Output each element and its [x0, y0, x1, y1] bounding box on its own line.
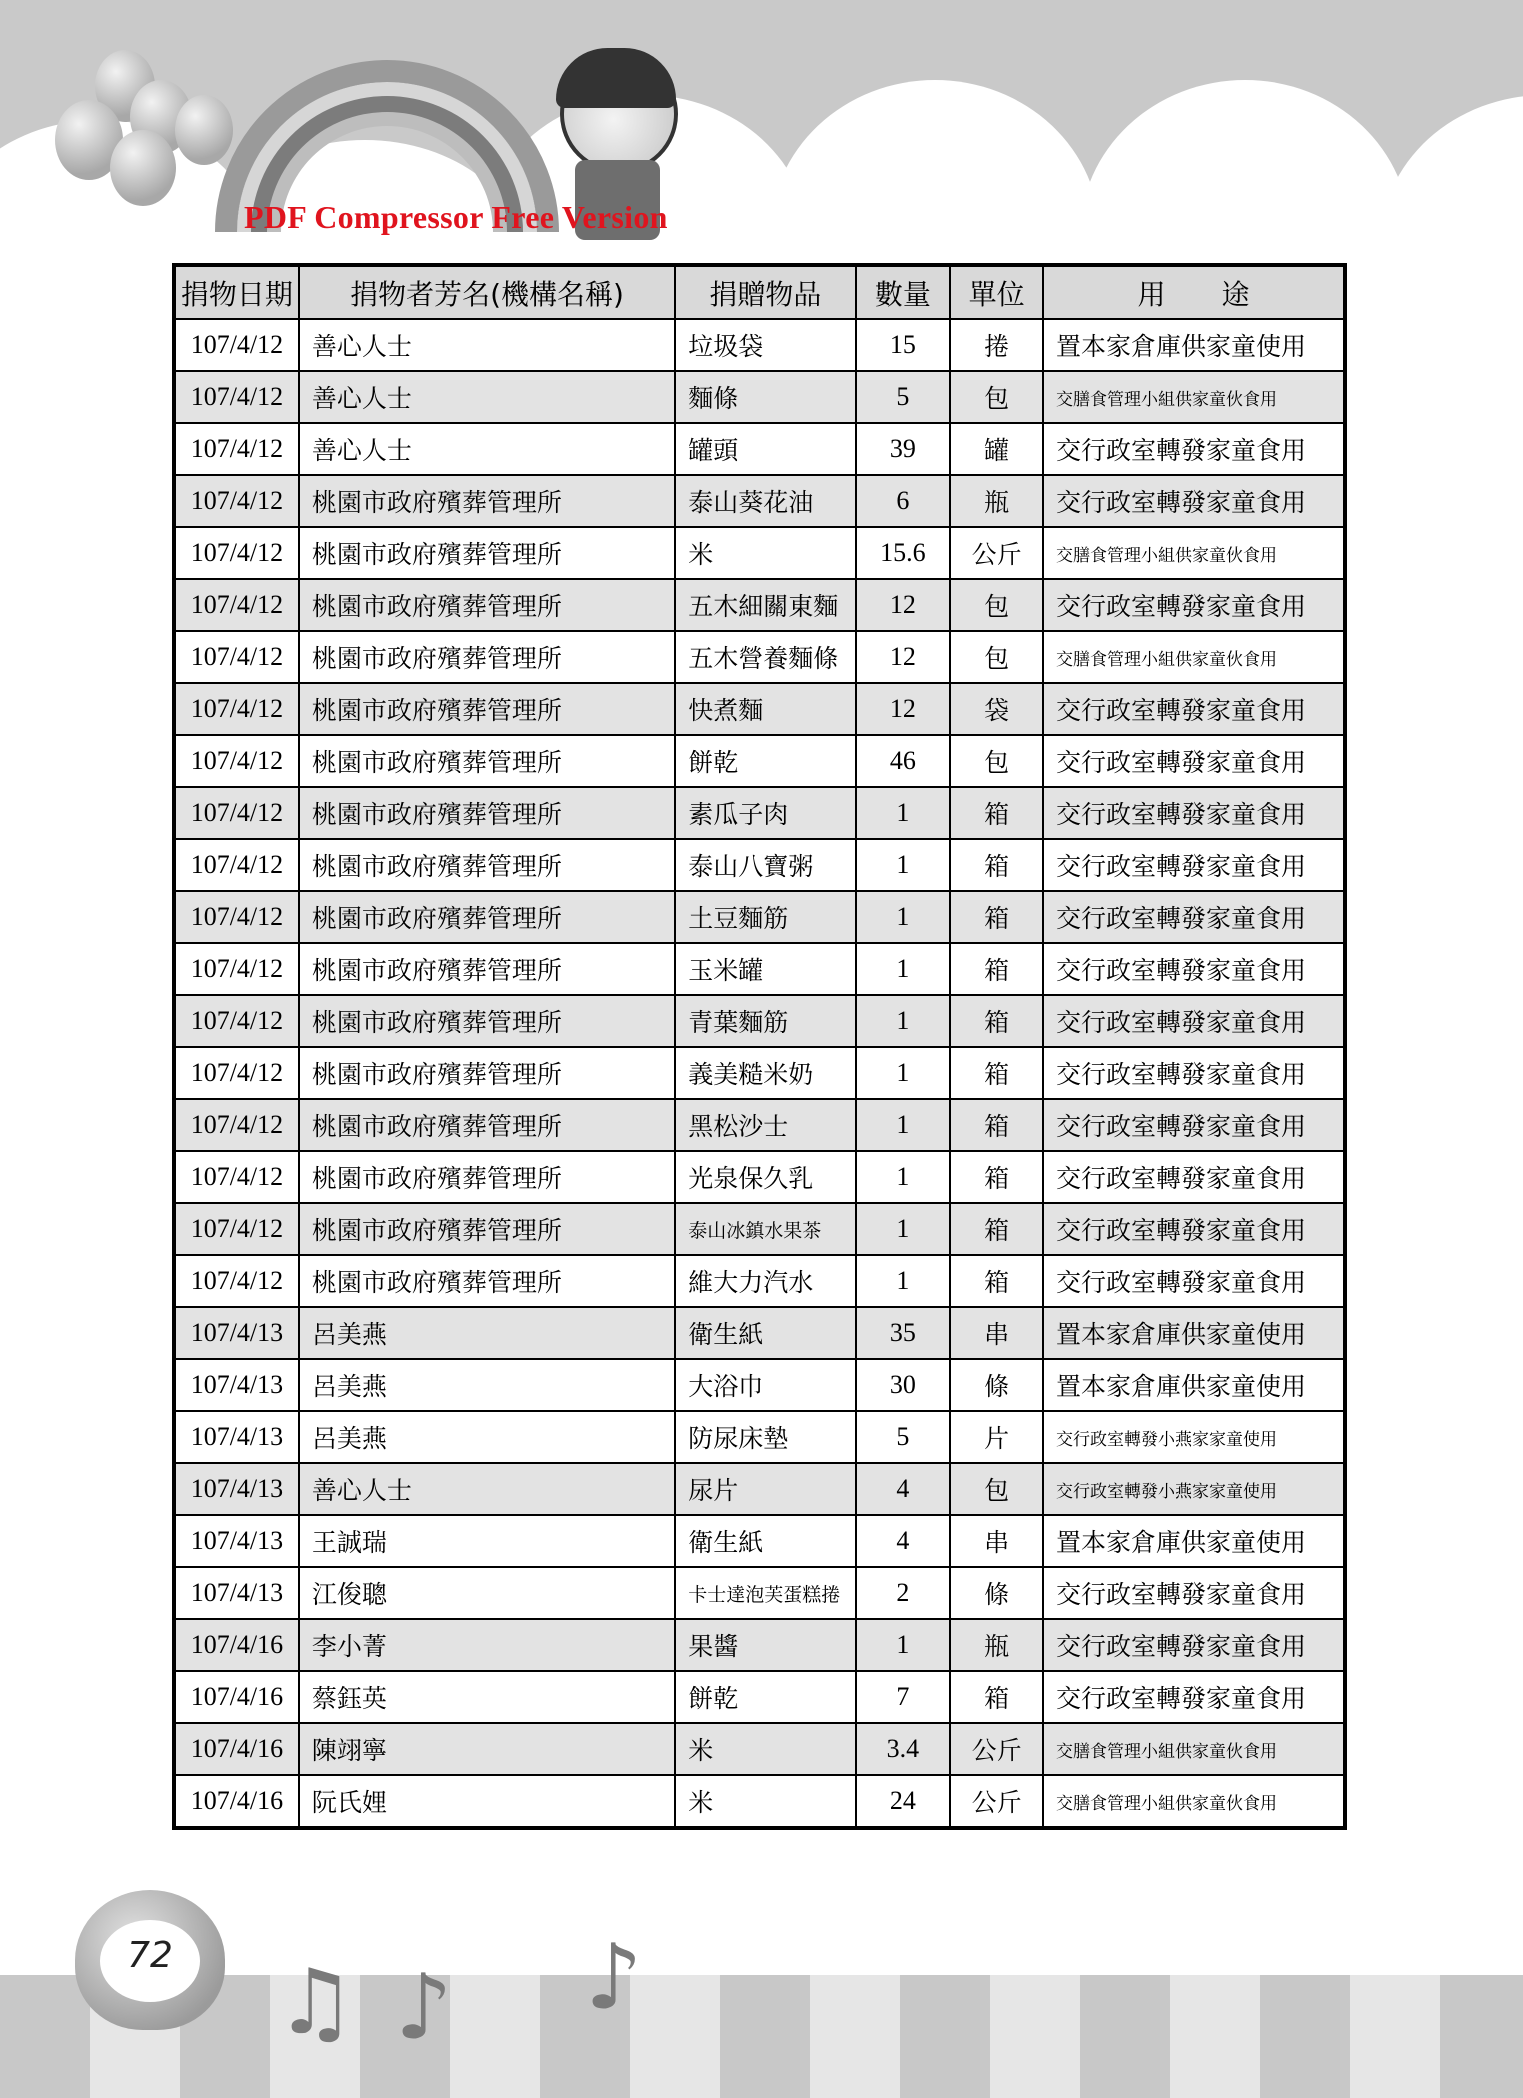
date-cell: 107/4/12: [174, 423, 299, 475]
item-cell: 土豆麵筋: [675, 891, 855, 943]
date-cell: 107/4/12: [174, 839, 299, 891]
header-unit: 單位: [950, 265, 1043, 319]
quantity-cell: 1: [856, 1099, 951, 1151]
purpose-cell: 交膳食管理小組供家童伙食用: [1043, 371, 1345, 423]
date-cell: 107/4/12: [174, 527, 299, 579]
footer-stripes: [0, 1975, 1523, 2098]
donor-cell: 桃園市政府殯葬管理所: [299, 1203, 675, 1255]
table-row: [174, 1775, 1345, 1828]
table-row: [174, 891, 1345, 943]
unit-cell: 包: [950, 371, 1043, 423]
table-row: [174, 943, 1345, 995]
table-row: [174, 787, 1345, 839]
quantity-cell: 1: [856, 1619, 951, 1671]
unit-cell: 公斤: [950, 1775, 1043, 1828]
item-cell: 垃圾袋: [675, 319, 855, 371]
date-cell: 107/4/12: [174, 1203, 299, 1255]
donor-cell: 桃園市政府殯葬管理所: [299, 995, 675, 1047]
date-cell: 107/4/16: [174, 1671, 299, 1723]
quantity-cell: 7: [856, 1671, 951, 1723]
item-cell: 尿片: [675, 1463, 855, 1515]
unit-cell: 箱: [950, 943, 1043, 995]
purpose-cell: 交行政室轉發家童食用: [1043, 1203, 1345, 1255]
item-cell: 五木營養麵條: [675, 631, 855, 683]
quantity-cell: 12: [856, 579, 951, 631]
table-row: [174, 475, 1345, 527]
donor-cell: 蔡鈺英: [299, 1671, 675, 1723]
donor-cell: 桃園市政府殯葬管理所: [299, 579, 675, 631]
date-cell: 107/4/12: [174, 1255, 299, 1307]
unit-cell: 罐: [950, 423, 1043, 475]
date-cell: 107/4/16: [174, 1775, 299, 1828]
unit-cell: 袋: [950, 683, 1043, 735]
quantity-cell: 1: [856, 1047, 951, 1099]
quantity-cell: 12: [856, 683, 951, 735]
purpose-cell: 交行政室轉發家童食用: [1043, 995, 1345, 1047]
table-header-row: [174, 265, 1345, 319]
date-cell: 107/4/12: [174, 319, 299, 371]
table-row: [174, 631, 1345, 683]
quantity-cell: 30: [856, 1359, 951, 1411]
quantity-cell: 24: [856, 1775, 951, 1828]
unit-cell: 箱: [950, 1151, 1043, 1203]
purpose-cell: 交行政室轉發小燕家家童使用: [1043, 1463, 1345, 1515]
quantity-cell: 4: [856, 1515, 951, 1567]
table-row: [174, 1723, 1345, 1775]
item-cell: 泰山冰鎮水果茶: [675, 1203, 855, 1255]
date-cell: 107/4/16: [174, 1619, 299, 1671]
purpose-cell: 交行政室轉發家童食用: [1043, 787, 1345, 839]
quantity-cell: 2: [856, 1567, 951, 1619]
table-row: [174, 1203, 1345, 1255]
date-cell: 107/4/12: [174, 475, 299, 527]
item-cell: 泰山八寶粥: [675, 839, 855, 891]
quantity-cell: 1: [856, 995, 951, 1047]
item-cell: 罐頭: [675, 423, 855, 475]
watermark: PDF Compressor Free Version: [244, 199, 668, 235]
donor-cell: 王誠瑞: [299, 1515, 675, 1567]
date-cell: 107/4/12: [174, 787, 299, 839]
quantity-cell: 6: [856, 475, 951, 527]
donor-cell: 桃園市政府殯葬管理所: [299, 891, 675, 943]
unit-cell: 箱: [950, 1047, 1043, 1099]
quantity-cell: 4: [856, 1463, 951, 1515]
purpose-cell: 交行政室轉發家童食用: [1043, 1671, 1345, 1723]
purpose-cell: 交行政室轉發家童食用: [1043, 1619, 1345, 1671]
unit-cell: 條: [950, 1567, 1043, 1619]
donation-table: [172, 263, 1347, 1830]
donor-cell: 桃園市政府殯葬管理所: [299, 735, 675, 787]
unit-cell: 箱: [950, 1099, 1043, 1151]
table-row: [174, 1567, 1345, 1619]
purpose-cell: 交行政室轉發家童食用: [1043, 1099, 1345, 1151]
donor-cell: 桃園市政府殯葬管理所: [299, 943, 675, 995]
date-cell: 107/4/13: [174, 1567, 299, 1619]
quantity-cell: 1: [856, 839, 951, 891]
donor-cell: 善心人士: [299, 1463, 675, 1515]
item-cell: 五木細關東麵: [675, 579, 855, 631]
item-cell: 大浴巾: [675, 1359, 855, 1411]
donor-cell: 桃園市政府殯葬管理所: [299, 839, 675, 891]
purpose-cell: 置本家倉庫供家童使用: [1043, 1515, 1345, 1567]
purpose-cell: 交行政室轉發家童食用: [1043, 891, 1345, 943]
date-cell: 107/4/16: [174, 1723, 299, 1775]
quantity-cell: 5: [856, 371, 951, 423]
item-cell: 米: [675, 527, 855, 579]
date-cell: 107/4/12: [174, 1099, 299, 1151]
unit-cell: 串: [950, 1515, 1043, 1567]
donor-cell: 呂美燕: [299, 1411, 675, 1463]
donor-cell: 桃園市政府殯葬管理所: [299, 1255, 675, 1307]
purpose-cell: 交行政室轉發家童食用: [1043, 943, 1345, 995]
table-row: [174, 1671, 1345, 1723]
table-row: [174, 1359, 1345, 1411]
music-note-icon: ♪: [395, 1955, 453, 2060]
unit-cell: 片: [950, 1411, 1043, 1463]
donor-cell: 善心人士: [299, 319, 675, 371]
unit-cell: 包: [950, 1463, 1043, 1515]
table-row: [174, 1307, 1345, 1359]
table-row: [174, 1619, 1345, 1671]
unit-cell: 公斤: [950, 527, 1043, 579]
unit-cell: 包: [950, 735, 1043, 787]
table-row: [174, 1047, 1345, 1099]
item-cell: 快煮麵: [675, 683, 855, 735]
header-purpose: 用 途: [1043, 265, 1345, 319]
purpose-cell: 交行政室轉發小燕家家童使用: [1043, 1411, 1345, 1463]
purpose-cell: 交行政室轉發家童食用: [1043, 579, 1345, 631]
date-cell: 107/4/12: [174, 943, 299, 995]
donor-cell: 桃園市政府殯葬管理所: [299, 1151, 675, 1203]
quantity-cell: 1: [856, 787, 951, 839]
quantity-cell: 39: [856, 423, 951, 475]
quantity-cell: 1: [856, 943, 951, 995]
header-item: 捐贈物品: [675, 265, 855, 319]
purpose-cell: 交膳食管理小組供家童伙食用: [1043, 1723, 1345, 1775]
unit-cell: 條: [950, 1359, 1043, 1411]
item-cell: 光泉保久乳: [675, 1151, 855, 1203]
item-cell: 米: [675, 1775, 855, 1828]
item-cell: 衛生紙: [675, 1307, 855, 1359]
item-cell: 果醬: [675, 1619, 855, 1671]
purpose-cell: 交行政室轉發家童食用: [1043, 839, 1345, 891]
purpose-cell: 交膳食管理小組供家童伙食用: [1043, 631, 1345, 683]
header-quantity: 數量: [856, 265, 951, 319]
unit-cell: 公斤: [950, 1723, 1043, 1775]
quantity-cell: 1: [856, 1151, 951, 1203]
unit-cell: 串: [950, 1307, 1043, 1359]
item-cell: 卡士達泡芙蛋糕捲: [675, 1567, 855, 1619]
donor-cell: 桃園市政府殯葬管理所: [299, 1047, 675, 1099]
purpose-cell: 交行政室轉發家童食用: [1043, 1151, 1345, 1203]
item-cell: 義美糙米奶: [675, 1047, 855, 1099]
music-note-icon: ♪: [585, 1925, 643, 2030]
header-date: 捐物日期: [174, 265, 299, 319]
donor-cell: 桃園市政府殯葬管理所: [299, 683, 675, 735]
donor-cell: 善心人士: [299, 371, 675, 423]
quantity-cell: 12: [856, 631, 951, 683]
table-row: [174, 1411, 1345, 1463]
purpose-cell: 交行政室轉發家童食用: [1043, 735, 1345, 787]
date-cell: 107/4/12: [174, 683, 299, 735]
table-row: [174, 371, 1345, 423]
date-cell: 107/4/12: [174, 631, 299, 683]
donor-cell: 阮氏娌: [299, 1775, 675, 1828]
unit-cell: 箱: [950, 995, 1043, 1047]
purpose-cell: 置本家倉庫供家童使用: [1043, 1359, 1345, 1411]
item-cell: 防尿床墊: [675, 1411, 855, 1463]
unit-cell: 箱: [950, 787, 1043, 839]
date-cell: 107/4/12: [174, 371, 299, 423]
unit-cell: 瓶: [950, 1619, 1043, 1671]
purpose-cell: 交行政室轉發家童食用: [1043, 1255, 1345, 1307]
date-cell: 107/4/13: [174, 1307, 299, 1359]
header-donor: 捐物者芳名(機構名稱): [299, 265, 675, 319]
balloon-icon: [175, 95, 233, 165]
table-body: [174, 319, 1345, 1828]
quantity-cell: 1: [856, 1203, 951, 1255]
quantity-cell: 5: [856, 1411, 951, 1463]
quantity-cell: 46: [856, 735, 951, 787]
donor-cell: 桃園市政府殯葬管理所: [299, 631, 675, 683]
date-cell: 107/4/12: [174, 735, 299, 787]
unit-cell: 箱: [950, 1255, 1043, 1307]
date-cell: 107/4/13: [174, 1411, 299, 1463]
unit-cell: 箱: [950, 1203, 1043, 1255]
item-cell: 餅乾: [675, 735, 855, 787]
table-row: [174, 1515, 1345, 1567]
table-row: [174, 527, 1345, 579]
balloon-icon: [110, 130, 176, 206]
quantity-cell: 1: [856, 891, 951, 943]
purpose-cell: 交膳食管理小組供家童伙食用: [1043, 1775, 1345, 1828]
donor-cell: 呂美燕: [299, 1359, 675, 1411]
date-cell: 107/4/12: [174, 1151, 299, 1203]
date-cell: 107/4/13: [174, 1359, 299, 1411]
item-cell: 玉米罐: [675, 943, 855, 995]
table-row: [174, 735, 1345, 787]
purpose-cell: 交膳食管理小組供家童伙食用: [1043, 527, 1345, 579]
quantity-cell: 1: [856, 1255, 951, 1307]
item-cell: 衛生紙: [675, 1515, 855, 1567]
donor-cell: 善心人士: [299, 423, 675, 475]
quantity-cell: 3.4: [856, 1723, 951, 1775]
table-row: [174, 1099, 1345, 1151]
donor-cell: 陳翊寧: [299, 1723, 675, 1775]
table-row: [174, 995, 1345, 1047]
date-cell: 107/4/12: [174, 891, 299, 943]
date-cell: 107/4/12: [174, 995, 299, 1047]
purpose-cell: 交行政室轉發家童食用: [1043, 423, 1345, 475]
date-cell: 107/4/12: [174, 579, 299, 631]
item-cell: 素瓜子肉: [675, 787, 855, 839]
donor-cell: 李小菁: [299, 1619, 675, 1671]
music-note-icon: ♫: [275, 1950, 356, 2055]
purpose-cell: 交行政室轉發家童食用: [1043, 683, 1345, 735]
donor-cell: 桃園市政府殯葬管理所: [299, 1099, 675, 1151]
purpose-cell: 置本家倉庫供家童使用: [1043, 319, 1345, 371]
unit-cell: 包: [950, 579, 1043, 631]
quantity-cell: 15.6: [856, 527, 951, 579]
purpose-cell: 交行政室轉發家童食用: [1043, 1567, 1345, 1619]
unit-cell: 箱: [950, 839, 1043, 891]
date-cell: 107/4/13: [174, 1515, 299, 1567]
purpose-cell: 交行政室轉發家童食用: [1043, 1047, 1345, 1099]
unit-cell: 箱: [950, 891, 1043, 943]
table-row: [174, 319, 1345, 371]
donor-cell: 桃園市政府殯葬管理所: [299, 787, 675, 839]
item-cell: 青葉麵筋: [675, 995, 855, 1047]
unit-cell: 包: [950, 631, 1043, 683]
table-row: [174, 579, 1345, 631]
unit-cell: 捲: [950, 319, 1043, 371]
date-cell: 107/4/12: [174, 1047, 299, 1099]
table-row: [174, 1255, 1345, 1307]
table-row: [174, 839, 1345, 891]
item-cell: 餅乾: [675, 1671, 855, 1723]
purpose-cell: 置本家倉庫供家童使用: [1043, 1307, 1345, 1359]
page-number: 72: [127, 1935, 173, 1976]
unit-cell: 箱: [950, 1671, 1043, 1723]
table-row: [174, 1151, 1345, 1203]
unit-cell: 瓶: [950, 475, 1043, 527]
quantity-cell: 15: [856, 319, 951, 371]
donor-cell: 呂美燕: [299, 1307, 675, 1359]
item-cell: 維大力汽水: [675, 1255, 855, 1307]
table-row: [174, 1463, 1345, 1515]
item-cell: 黑松沙士: [675, 1099, 855, 1151]
date-cell: 107/4/13: [174, 1463, 299, 1515]
item-cell: 泰山葵花油: [675, 475, 855, 527]
quantity-cell: 35: [856, 1307, 951, 1359]
donor-cell: 江俊聰: [299, 1567, 675, 1619]
table-row: [174, 683, 1345, 735]
purpose-cell: 交行政室轉發家童食用: [1043, 475, 1345, 527]
item-cell: 麵條: [675, 371, 855, 423]
item-cell: 米: [675, 1723, 855, 1775]
donor-cell: 桃園市政府殯葬管理所: [299, 527, 675, 579]
table-row: [174, 423, 1345, 475]
donor-cell: 桃園市政府殯葬管理所: [299, 475, 675, 527]
